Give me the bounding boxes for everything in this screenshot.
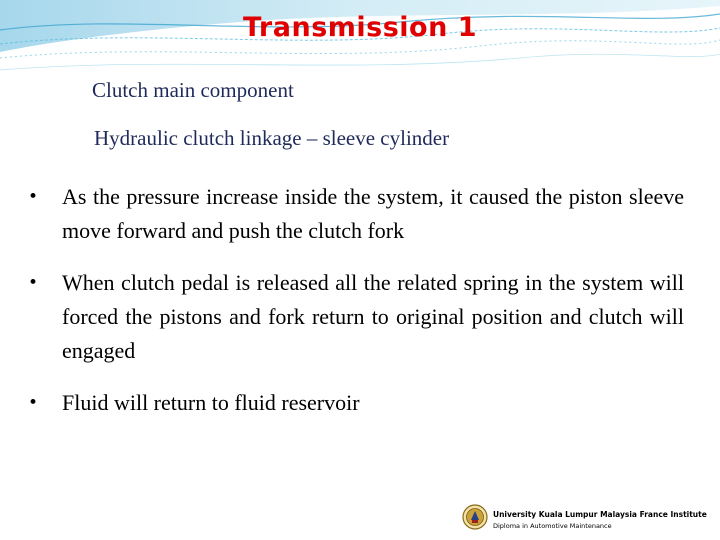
bullet-list xyxy=(28,180,684,438)
slide-title: Transmission 1 xyxy=(242,12,478,43)
bullet-icon: • xyxy=(28,393,39,413)
topic-heading: Hydraulic clutch linkage – sleeve cylinder xyxy=(94,126,450,150)
program-name: Diploma in Automotive Maintenance xyxy=(493,522,612,530)
institution-name: University Kuala Lumpur Malaysia France Institute xyxy=(493,510,707,519)
university-crest-icon xyxy=(462,504,488,530)
section-subtitle: Clutch main component xyxy=(92,78,294,102)
bullet-item xyxy=(28,180,684,248)
bullet-text: When clutch pedal is released all the related spring in the system will forced the pistons and fork return to original position and clutch will engaged xyxy=(62,270,684,363)
bullet-item xyxy=(28,386,684,420)
footer xyxy=(462,504,712,534)
bullet-item xyxy=(28,266,684,368)
bullet-icon: • xyxy=(28,187,39,207)
bullet-text: As the pressure increase inside the system, it caused the piston sleeve move forward and push the clutch fork xyxy=(62,184,684,243)
bullet-icon: • xyxy=(28,273,39,293)
bullet-text: Fluid will return to fluid reservoir xyxy=(62,390,360,415)
